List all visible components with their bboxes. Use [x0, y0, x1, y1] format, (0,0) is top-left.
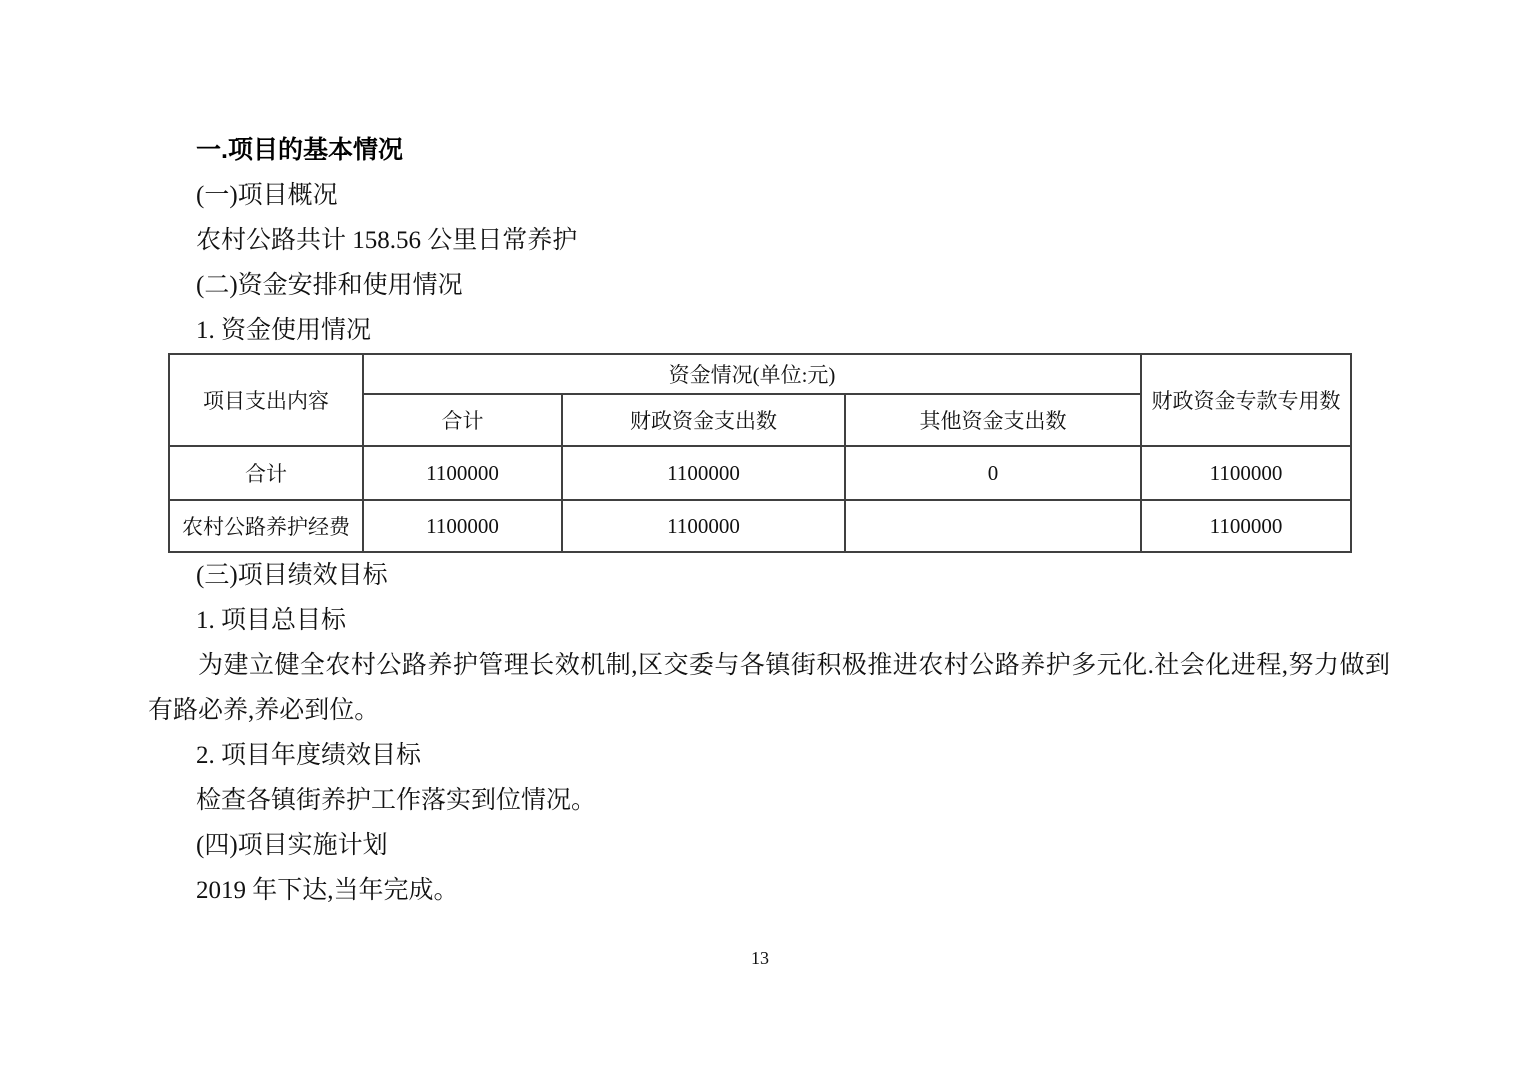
para-overview-label: (一)项目概况	[196, 182, 338, 209]
para-plan-text: 2019 年下达,当年完成。	[196, 877, 459, 904]
subheader-cell-fiscal: 财政资金支出数	[562, 394, 845, 446]
funds-usage-table	[168, 353, 1352, 553]
para-overview-text: 农村公路共计 158.56 公里日常养护	[196, 227, 578, 254]
cell-row2-other	[845, 500, 1141, 552]
table-row	[169, 446, 1351, 500]
para-funds-label: (二)资金安排和使用情况	[196, 272, 463, 299]
cell-row2-special: 1100000	[1141, 500, 1351, 552]
para-funds-usage-label: 1. 资金使用情况	[196, 317, 372, 344]
para-plan-label: (四)项目实施计划	[196, 832, 388, 859]
cell-row2-fiscal: 1100000	[562, 500, 845, 552]
section-heading: 一.项目的基本情况	[196, 136, 403, 164]
para-total-goal-label: 1. 项目总目标	[196, 607, 347, 634]
cell-row1-fiscal: 1100000	[562, 446, 845, 500]
header-cell-funds-group: 资金情况(单位:元)	[363, 354, 1141, 394]
subheader-cell-other: 其他资金支出数	[845, 394, 1141, 446]
para-annual-goal-text: 检查各镇街养护工作落实到位情况。	[196, 787, 597, 814]
cell-row1-total: 1100000	[363, 446, 562, 500]
para-total-goal-text: 为建立健全农村公路养护管理长效机制,区交委与各镇街积极推进农村公路养护多元化.社会化进程,努力做到有路必养,养必到位。	[148, 652, 1390, 724]
cell-row1-name: 合计	[169, 446, 363, 500]
cell-row1-special: 1100000	[1141, 446, 1351, 500]
para-annual-goal-label: 2. 项目年度绩效目标	[196, 742, 422, 769]
subheader-cell-total: 合计	[363, 394, 562, 446]
page-number: 13	[751, 948, 769, 968]
cell-row2-total: 1100000	[363, 500, 562, 552]
table-header-row-1	[169, 354, 1351, 394]
cell-row1-other: 0	[845, 446, 1141, 500]
header-cell-special: 财政资金专款专用数	[1141, 354, 1351, 446]
cell-row2-name: 农村公路养护经费	[169, 500, 363, 552]
header-cell-expense: 项目支出内容	[169, 354, 363, 446]
table-row	[169, 500, 1351, 552]
para-perf-goal-label: (三)项目绩效目标	[196, 562, 388, 589]
